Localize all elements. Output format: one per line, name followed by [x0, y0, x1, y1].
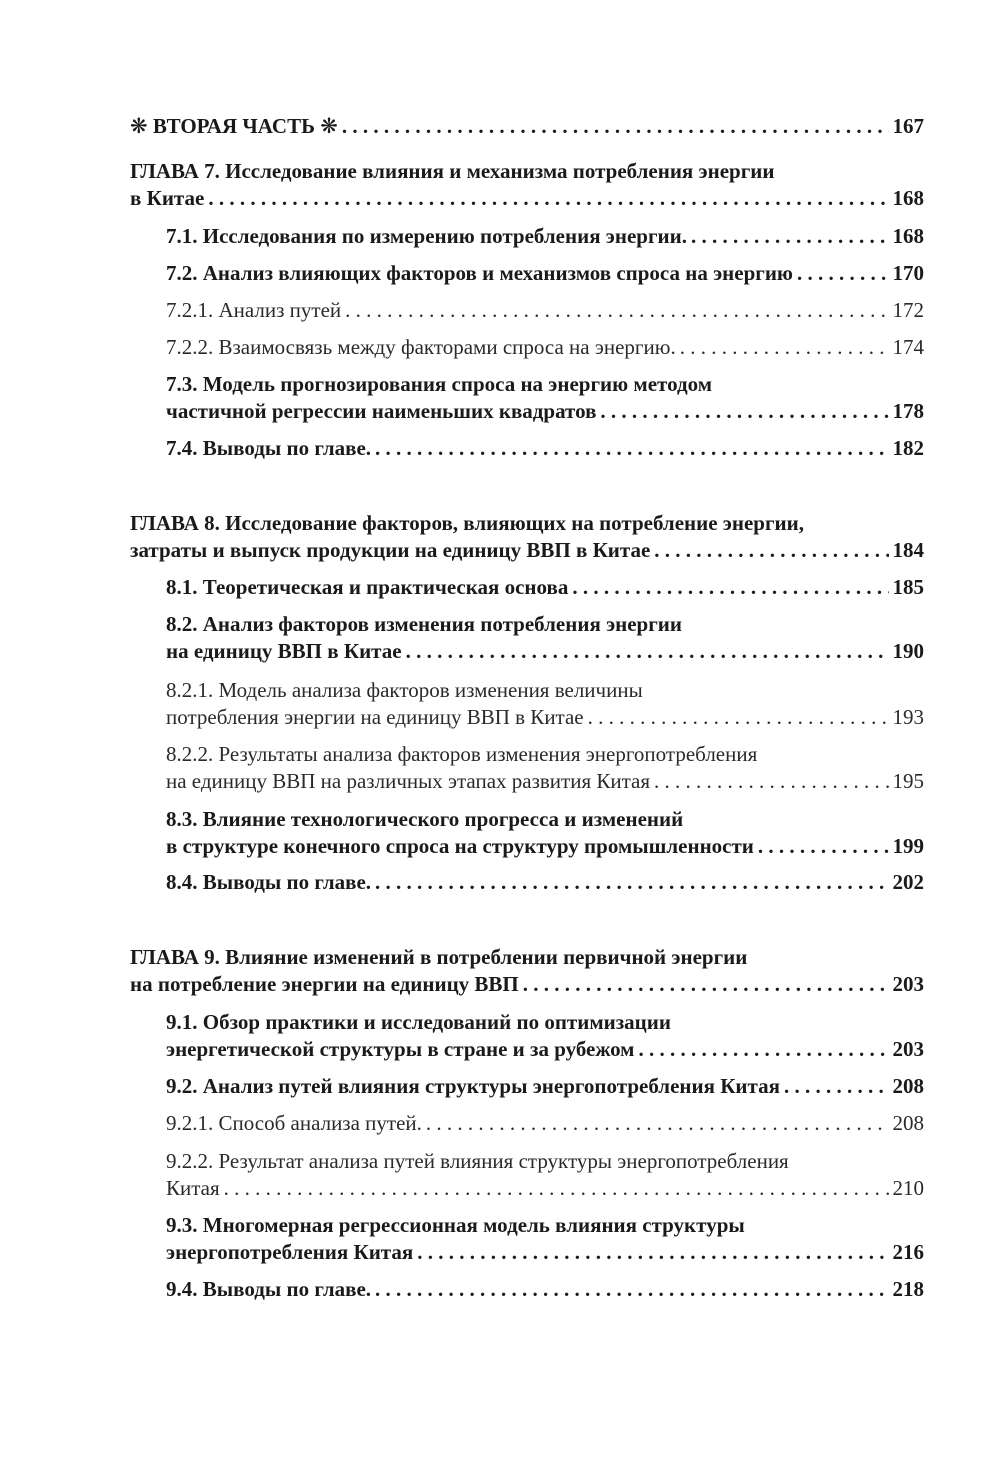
subsection-title: 9.2.1. Способ анализа путей.	[166, 1111, 422, 1135]
section-title-line2: энергетической структуры в стране и за рубежом	[166, 1037, 635, 1061]
page-number: 218	[892, 1277, 924, 1301]
section-title: 8.1. Теоретическая и практическая основа	[166, 575, 569, 599]
leader-dots	[224, 1175, 889, 1202]
chapter-title-line1: ГЛАВА 7. Исследование влияния и механизма потребления энергии	[130, 159, 775, 183]
leader-dots	[342, 113, 889, 140]
toc-section-entry[interactable]	[166, 1009, 924, 1063]
leader-dots	[784, 1073, 889, 1100]
toc-section-entry[interactable]	[166, 611, 924, 665]
part-title: ВТОРАЯ ЧАСТЬ	[152, 114, 315, 138]
leader-dots	[375, 435, 888, 462]
subsection-title: 7.2.1. Анализ путей	[166, 298, 342, 322]
subsection-title-line2: на единицу ВВП на различных этапах развития Китая	[166, 769, 651, 793]
toc-section-entry[interactable]	[166, 574, 924, 601]
section-title-line2: энергопотребления Китая	[166, 1240, 414, 1264]
section-title: 8.4. Выводы по главе.	[166, 870, 372, 894]
leader-dots	[523, 971, 889, 998]
page-number: 168	[892, 224, 924, 248]
toc-section-entry[interactable]	[166, 1073, 924, 1100]
page-number: 182	[892, 436, 924, 460]
toc-subsection-entry[interactable]	[166, 1148, 924, 1202]
toc-section-entry[interactable]	[166, 1276, 924, 1303]
chapter-title-line1: ГЛАВА 8. Исследование факторов, влияющих на потребление энергии,	[130, 511, 804, 535]
page-number: 167	[892, 114, 924, 138]
section-title-line2: частичной регрессии наименьших квадратов	[166, 399, 597, 423]
page-number: 174	[892, 335, 924, 359]
toc-section-entry[interactable]	[166, 371, 924, 425]
toc-chapter-entry[interactable]	[130, 944, 924, 998]
section-title-line2: в структуре конечного спроса на структуру промышленности	[166, 834, 754, 858]
subsection-title-line2: Китая	[166, 1176, 220, 1200]
toc-part-entry[interactable]	[130, 113, 924, 140]
subsection-title-line1: 9.2.2. Результат анализа путей влияния структуры энергопотребления	[166, 1149, 789, 1173]
toc-subsection-entry[interactable]	[166, 677, 924, 731]
subsection-title-line1: 8.2.1. Модель анализа факторов изменения величины	[166, 678, 643, 702]
leader-dots	[654, 768, 888, 795]
toc-section-entry[interactable]	[166, 1212, 924, 1266]
toc-chapter-entry[interactable]	[130, 510, 924, 564]
page-number: 208	[892, 1111, 924, 1135]
page-number: 203	[892, 1037, 924, 1061]
page-number: 172	[892, 298, 924, 322]
part-title-wrap	[130, 113, 338, 140]
page-number: 168	[892, 186, 924, 210]
page-number: 203	[892, 972, 924, 996]
page-number: 199	[892, 834, 924, 858]
chapter-title-line2: на потребление энергии на единицу ВВП	[130, 972, 519, 996]
leader-dots	[417, 1239, 888, 1266]
section-title-line1: 8.3. Влияние технологического прогресса и изменений	[166, 807, 684, 831]
section-title-line2: на единицу ВВП в Китае	[166, 639, 402, 663]
subsection-title: 7.2.2. Взаимосвязь между факторами спроса на энергию.	[166, 335, 676, 359]
page-number: 170	[892, 261, 924, 285]
leader-dots	[758, 833, 889, 860]
leader-dots	[375, 1276, 888, 1303]
star-icon: ❋	[130, 114, 148, 138]
page-number: 202	[892, 870, 924, 894]
chapter-title-line2: в Китае	[130, 186, 205, 210]
leader-dots	[691, 223, 889, 250]
section-title-line1: 7.3. Модель прогнозирования спроса на энергию методом	[166, 372, 712, 396]
toc-subsection-entry[interactable]	[166, 1110, 924, 1137]
toc-subsection-entry[interactable]	[166, 334, 924, 361]
chapter-title-line1: ГЛАВА 9. Влияние изменений в потреблении первичной энергии	[130, 945, 748, 969]
section-title-line1: 8.2. Анализ факторов изменения потребления энергии	[166, 612, 682, 636]
leader-dots	[345, 297, 888, 324]
page-number: 195	[892, 769, 924, 793]
subsection-title-line1: 8.2.2. Результаты анализа факторов изменения энергопотребления	[166, 742, 758, 766]
leader-dots	[600, 398, 888, 425]
section-title: 7.4. Выводы по главе.	[166, 436, 372, 460]
page-number: 193	[892, 705, 924, 729]
page-number: 190	[892, 639, 924, 663]
section-title: 9.2. Анализ путей влияния структуры энергопотребления Китая	[166, 1074, 780, 1098]
subsection-title-line2: потребления энергии на единицу ВВП в Китае	[166, 705, 584, 729]
page-number: 178	[892, 399, 924, 423]
page-number: 185	[892, 575, 924, 599]
section-title-line1: 9.3. Многомерная регрессионная модель влияния структуры	[166, 1213, 745, 1237]
page-number: 184	[892, 538, 924, 562]
toc-subsection-entry[interactable]	[166, 741, 924, 795]
leader-dots	[654, 537, 888, 564]
leader-dots	[375, 869, 888, 896]
toc-section-entry[interactable]	[166, 435, 924, 462]
chapter-title-line2: затраты и выпуск продукции на единицу ВВП в Китае	[130, 538, 651, 562]
leader-dots	[426, 1110, 889, 1137]
star-icon: ❋	[320, 114, 338, 138]
toc-subsection-entry[interactable]	[166, 297, 924, 324]
page-number: 210	[892, 1176, 924, 1200]
toc-section-entry[interactable]	[166, 260, 924, 287]
leader-dots	[406, 638, 889, 665]
toc-chapter-entry[interactable]	[130, 158, 924, 212]
leader-dots	[639, 1036, 889, 1063]
toc-section-entry[interactable]	[166, 869, 924, 896]
section-title: 9.4. Выводы по главе.	[166, 1277, 372, 1301]
section-title: 7.1. Исследования по измерению потребления энергии.	[166, 224, 687, 248]
leader-dots	[680, 334, 889, 361]
toc-section-entry[interactable]	[166, 223, 924, 250]
leader-dots	[208, 185, 888, 212]
page-number: 208	[892, 1074, 924, 1098]
section-title: 7.2. Анализ влияющих факторов и механизмов спроса на энергию	[166, 261, 793, 285]
page-number: 216	[892, 1240, 924, 1264]
section-title-line1: 9.1. Обзор практики и исследований по оптимизации	[166, 1010, 671, 1034]
toc-section-entry[interactable]	[166, 806, 924, 860]
leader-dots	[588, 704, 889, 731]
leader-dots	[797, 260, 889, 287]
leader-dots	[572, 574, 888, 601]
